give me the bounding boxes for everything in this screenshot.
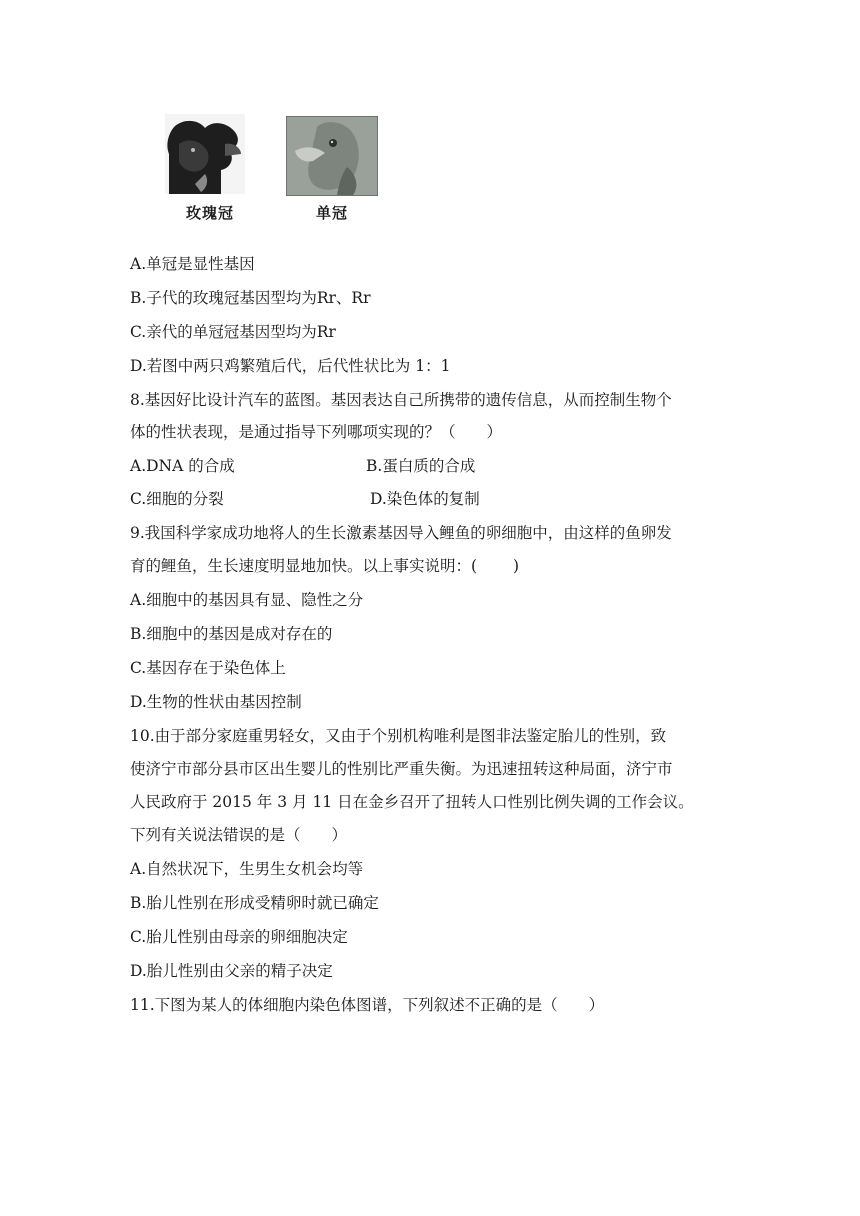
q10-stem-line3: 人民政府于 2015 年 3 月 11 日在金乡召开了扭转人口性别比例失调的工作会议。 bbox=[130, 793, 694, 811]
q9-option-c: C.基因存在于染色体上 bbox=[130, 659, 286, 677]
rooster-comb-figure bbox=[165, 114, 395, 224]
q9-stem-line2: 育的鲤鱼，生长速度明显地加快。以上事实说明：( ) bbox=[130, 557, 520, 575]
q8-option-d: D.染色体的复制 bbox=[370, 490, 480, 508]
q7-option-a: A.单冠是显性基因 bbox=[130, 255, 255, 273]
q9-option-a: A.细胞中的基因具有显、隐性之分 bbox=[130, 591, 364, 609]
q7-option-b: B.子代的玫瑰冠基因型均为Rr、Rr bbox=[130, 289, 371, 307]
q10-option-a: A.自然状况下，生男生女机会均等 bbox=[130, 860, 364, 878]
q8-stem-line1: 8.基因好比设计汽车的蓝图。基因表达自己所携带的遗传信息，从而控制生物个 bbox=[130, 391, 672, 409]
q10-option-d: D.胎儿性别由父亲的精子决定 bbox=[130, 962, 333, 980]
q10-option-c: C.胎儿性别由母亲的卵细胞决定 bbox=[130, 928, 348, 946]
single-comb-caption: 单冠 bbox=[316, 204, 349, 222]
q8-option-c: C.细胞的分裂 bbox=[130, 490, 224, 508]
q11-stem-line1: 11.下图为某人的体细胞内染色体图谱，下列叙述不正确的是（ ） bbox=[130, 996, 605, 1014]
q8-option-b: B.蛋白质的合成 bbox=[366, 457, 476, 475]
q10-option-b: B.胎儿性别在形成受精卵时就已确定 bbox=[130, 894, 379, 912]
q9-stem-line1: 9.我国科学家成功地将人的生长激素基因导入鲤鱼的卵细胞中，由这样的鱼卵发 bbox=[130, 524, 672, 542]
q9-option-d: D.生物的性状由基因控制 bbox=[130, 693, 302, 711]
single-comb-rooster-image bbox=[286, 116, 378, 196]
q9-option-b: B.细胞中的基因是成对存在的 bbox=[130, 625, 333, 643]
rose-comb-caption: 玫瑰冠 bbox=[186, 204, 235, 222]
q7-option-c: C.亲代的单冠冠基因型均为Rr bbox=[130, 323, 336, 341]
q10-stem-line1: 10.由于部分家庭重男轻女，又由于个别机构唯利是图非法鉴定胎儿的性别，致 bbox=[130, 727, 667, 745]
rose-comb-rooster-image bbox=[165, 114, 245, 194]
q8-option-a: A.DNA 的合成 bbox=[130, 457, 235, 475]
q10-stem-line4: 下列有关说法错误的是（ ） bbox=[130, 826, 348, 844]
q8-stem-line2: 体的性状表现，是通过指导下列哪项实现的？（ ） bbox=[130, 423, 503, 441]
q7-option-d: D.若图中两只鸡繁殖后代，后代性状比为 1：1 bbox=[130, 357, 451, 375]
q10-stem-line2: 使济宁市部分县市区出生婴儿的性别比严重失衡。为迅速扭转这种局面，济宁市 bbox=[130, 760, 673, 778]
